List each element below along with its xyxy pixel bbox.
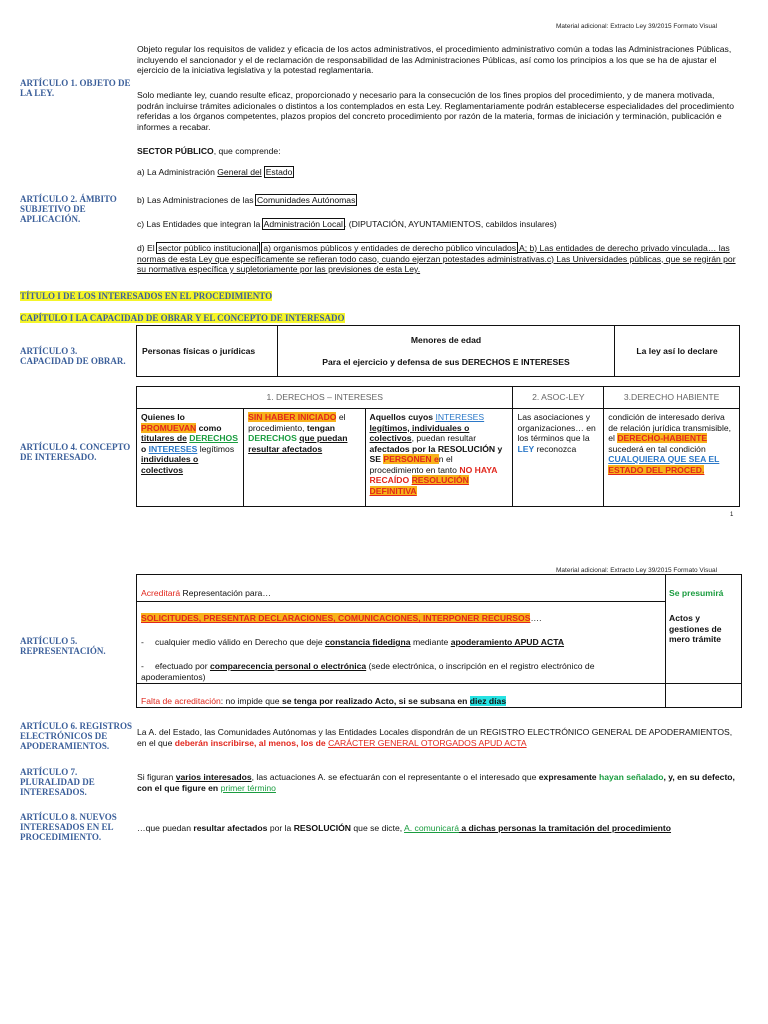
t: NO HAYA RECAÍDO	[369, 464, 498, 485]
t: como	[196, 422, 222, 433]
page-header-2: Material adicional: Extracto Ley 39/2015 Formato Visual	[556, 567, 718, 574]
art5-solicitudes	[141, 613, 541, 624]
t: INTERESES	[435, 412, 485, 422]
d-pre: d) El	[137, 243, 158, 253]
t: y SE	[369, 443, 503, 464]
art4-header-2: 2. ASOC-LEY	[513, 387, 604, 409]
art2-item-a	[137, 167, 293, 178]
art6-label: ARTÍCULO 6. REGISTROS ELECTRÓNICOS DE APODERAMIENTOS.	[20, 721, 132, 751]
t: tengan	[306, 422, 336, 433]
t: DERECHOS	[189, 433, 238, 443]
a-pre: a) La Administración	[137, 167, 218, 177]
t: por la	[267, 823, 294, 833]
art2-sector-line	[137, 146, 281, 157]
t: n el procedimiento en tanto	[369, 454, 460, 475]
ellipsis: ….	[530, 613, 542, 623]
art6-red: deberán inscribirse, al menos, los de	[174, 737, 329, 748]
t: SIN HABER INICIADO	[248, 412, 337, 422]
art1-label: ARTÍCULO 1. OBJETO DE LA LEY.	[20, 78, 131, 98]
t: Aquellos cuyos	[369, 412, 436, 422]
acreditara: Acreditará	[141, 588, 181, 598]
b2-u: comparecencia personal o electrónica	[209, 661, 367, 671]
art5-header-right: Se presumirá	[669, 588, 724, 598]
t: LEY	[517, 443, 535, 454]
t: …que puedan	[137, 823, 194, 833]
t: primer término	[220, 782, 276, 793]
t: , puedan resultar	[411, 433, 477, 443]
d-rest: A; b) Las entidades de derecho privado vinculada… las normas de esta Ley que específicamente se refieran todo caso, cuando ejerzan potestades administrativas.c) Las Universidades públicas, que se regirán por su normativa específica y supletoriamente por las previsiones de esta Ley.	[137, 243, 736, 274]
sector-rest: , que comprende:	[213, 146, 281, 156]
menores-de-edad: Menores de edad	[410, 334, 482, 345]
t: PERSONEN e	[383, 454, 439, 464]
art4-cell-asociaciones	[513, 409, 604, 507]
art8-label: ARTÍCULO 8. NUEVOS INTERESADOS EN EL PROCEDIMIENTO.	[20, 812, 117, 842]
t: A. comunicará	[404, 823, 459, 833]
t: CUALQUIERA QUE SEA EL	[608, 454, 720, 464]
t: Si figuran	[137, 772, 176, 782]
t: ESTADO DEL PROCED.	[608, 464, 705, 475]
falta-red: Falta de acreditación	[141, 696, 221, 706]
b-pre: b) Las Administraciones de las	[137, 195, 256, 205]
titulo-heading: TÍTULO I DE LOS INTERESADOS EN EL PROCEDIMIENTO	[20, 291, 273, 301]
t: condición de interesado deriva de relación jurídica transmisible, el	[608, 412, 732, 443]
representacion-para: Representación para…	[180, 588, 271, 598]
art5-divider-h1	[137, 601, 665, 602]
a-underline: General del	[217, 167, 262, 177]
t: o	[141, 443, 149, 454]
t: RESOLUCIÓN DEFINITIVA	[369, 475, 469, 496]
t: PROMUEVAN	[141, 422, 197, 433]
art4-cell-promuevan	[137, 409, 244, 507]
sector-publico: SECTOR PÚBLICO	[137, 146, 214, 156]
b1-mid: mediante	[410, 637, 451, 647]
art5-divider-h2	[137, 683, 741, 684]
art4-cell-intereses	[365, 409, 513, 507]
art2-item-b	[137, 195, 356, 206]
b2-pre: efectuado por	[155, 661, 210, 671]
art7-label: ARTÍCULO 7. PLURALIDAD DE INTERESADOS.	[20, 767, 95, 797]
t: INTERESES	[148, 443, 198, 454]
t: hayan señalado	[596, 772, 664, 782]
t: varios interesados	[175, 772, 252, 782]
art3-col-personas: Personas físicas o jurídicas	[137, 326, 278, 377]
art1-paragraph-1: Objeto regular los requisitos de validez y eficacia de los actos administrativos, el procedimiento administrativo común a todas las Administraciones Públicas, incluyendo el sancionador y el de reclamación de responsabilidad de las Administraciones Públicas, así como los principios a los que se ha de ajustar el ejercicio de la iniciativa legislativa y la potestad reglamentaria.	[137, 44, 732, 75]
art3-col-ley: La ley así lo declare	[636, 345, 718, 356]
art5-divider-v	[665, 575, 666, 707]
art5-header-left	[141, 588, 271, 599]
art5-table	[136, 574, 742, 708]
b1-pre: cualquier medio válido en Derecho que deje	[155, 637, 326, 647]
art6-text	[137, 727, 737, 748]
t: afectados por la RESOLUCIÓN	[369, 443, 496, 454]
art2-item-d	[137, 243, 737, 275]
a-box: Estado	[265, 167, 293, 177]
t: DERECHOS	[248, 433, 297, 443]
b-box: Comunidades Autónomas	[256, 195, 356, 205]
t: legítimos	[197, 443, 235, 454]
art4-header-3: 3.DERECHO HABIENTE	[604, 387, 740, 409]
art6-p1: La A. del Estado, las Comunidades Autónomas y las Entidades Locales dispondrán de un REGISTRO ELECTRÓNICO GENERAL DE APODERAMIENTOS, en el que	[137, 727, 733, 748]
t: Las asociaciones y organizaciones… en los términos que la	[517, 412, 596, 443]
t: que se dicte,	[351, 823, 405, 833]
art3-col-menores	[278, 326, 615, 377]
art3-label: ARTÍCULO 3. CAPACIDAD DE OBRAR.	[20, 346, 126, 366]
t: el procedimiento,	[248, 412, 346, 433]
t: DERECHO-HABIENTE	[617, 433, 708, 443]
art4-label: ARTÍCULO 4. CONCEPTO DE INTERESADO.	[20, 442, 131, 462]
b1-u2: apoderamiento APUD ACTA	[450, 637, 565, 647]
c-rest: . (DIPUTACIÓN, AYUNTAMIENTOS, cabildos insulares)	[343, 219, 557, 229]
capitulo-heading: CAPÍTULO I LA CAPACIDAD DE OBRAR Y EL CONCEPTO DE INTERESADO	[20, 313, 345, 323]
t: resultar afectados	[193, 823, 268, 833]
b2-rest: (sede electrónica, o inscripción en el registro electrónico de apoderamientos)	[141, 661, 595, 682]
falta-b: se tenga por realizado Acto, si se subsana en	[281, 696, 470, 706]
b1-u: constancia fidedigna	[325, 637, 411, 647]
t: expresamente	[538, 772, 597, 782]
c-box: Administración Local	[263, 219, 343, 229]
falta-mid: : no impide que	[220, 696, 282, 706]
art2-item-c	[137, 219, 557, 230]
d-box-2: a) organismos públicos y entidades de derecho público vinculados	[263, 243, 517, 253]
art5-actos-tramite: Actos y gestiones de mero trámite	[669, 613, 722, 644]
t: titulares de	[141, 433, 187, 443]
diez-dias: diez días	[469, 696, 507, 706]
t: que puedan resultar afectados	[248, 433, 348, 454]
art8-text	[137, 823, 737, 834]
t: RESOLUCIÓN	[293, 823, 352, 833]
solicitudes-text: SOLICITUDES, PRESENTAR DECLARACIONES, COMUNICACIONES, INTERPONER RECURSOS	[141, 613, 531, 623]
c-pre: c) Las Entidades que integran la	[137, 219, 263, 229]
art4-table	[136, 386, 740, 507]
t: , las actuaciones A. se efectuarán con el representante o el interesado que	[251, 772, 539, 782]
art4-cell-sin-haber	[244, 409, 365, 507]
d-box-1: sector público institucional	[158, 243, 259, 253]
t: sucederá en tal condición	[608, 443, 706, 454]
art3-table	[136, 325, 740, 377]
t: Quienes lo	[141, 412, 185, 422]
art6-red-u: CARÁCTER GENERAL OTORGADOS APUD ACTA	[328, 737, 527, 748]
art7-text	[137, 772, 737, 793]
art2-label: ARTÍCULO 2. ÁMBITO SUBJETIVO DE APLICACIÓN.	[20, 194, 117, 224]
para-ejercicio: Para el ejercicio y defensa de sus DERECHOS E INTERESES	[322, 357, 570, 367]
t: legítimos, individuales o colectivos	[369, 422, 470, 443]
art5-label: ARTÍCULO 5. REPRESENTACIÓN.	[20, 636, 106, 656]
t: , y, en su defecto, con el que figure en	[137, 772, 735, 793]
art1-paragraph-2: Solo mediante ley, cuando resulte eficaz, proporcionado y necesario para la consecución de los fines propios del procedimiento, y de manera motivada, podrán incluirse trámites adicionales o distintos a los contemplados en esta Ley. Reglamentariamente podrán establecerse especialidades del procedimiento referidas a los órganos competentes, plazos propios del concreto procedimiento por razón de la materia, formas de iniciación y terminación, publicación e informes a recabar.	[137, 90, 734, 132]
page-number: 1	[730, 512, 734, 518]
art4-cell-derecho-habiente	[604, 409, 740, 507]
page-header: Material adicional: Extracto Ley 39/2015 Formato Visual	[556, 23, 718, 30]
art5-falta	[141, 696, 506, 707]
t: individuales o colectivos	[141, 454, 199, 475]
art4-header-1: 1. DERECHOS – INTERESES	[137, 387, 513, 409]
t: reconozca	[534, 443, 577, 454]
t: a dichas personas la tramitación del procedimiento	[458, 823, 672, 833]
art5-bullet-2: - efectuado por comparecencia personal o electrónica (sede electrónica, o inscripción en el registro electrónico de apoderamientos)	[141, 661, 595, 682]
art5-bullet-1: - cualquier medio válido en Derecho que deje constancia fidedigna mediante apoderamiento APUD ACTA	[141, 637, 565, 647]
